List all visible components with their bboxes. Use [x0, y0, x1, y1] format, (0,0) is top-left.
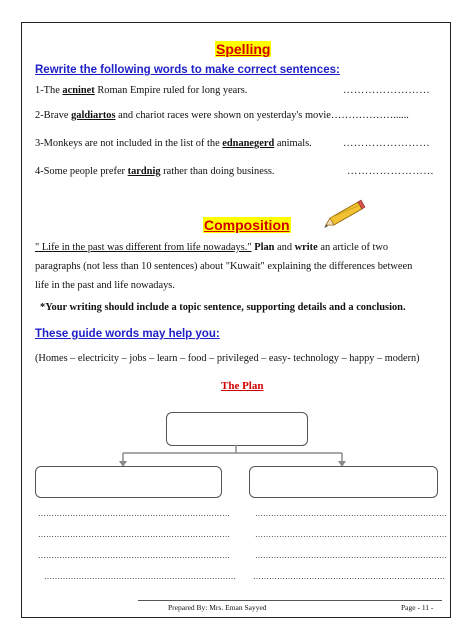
guide-heading: These guide words may help you:: [35, 328, 220, 340]
writing-line-left-4[interactable]: ………………………………………………………………: [44, 572, 236, 581]
writing-line-left-1[interactable]: ………………………………………………………………: [38, 509, 230, 518]
spelling-item-2: 2-Brave galdiartos and chariot races were shown on yesterday's movie………………......: [35, 110, 409, 121]
writing-line-left-2[interactable]: ………………………………………………………………: [38, 530, 230, 539]
answer-line-1[interactable]: ……………………: [343, 85, 431, 96]
footer-rule: [138, 600, 442, 601]
plan-title: The Plan: [221, 380, 264, 392]
plan-box-past[interactable]: [35, 466, 222, 498]
spelling-instruction: Rewrite the following words to make correct sentences:: [35, 64, 340, 76]
footer-page-number: Page - 11 -: [401, 603, 434, 612]
writing-line-right-4[interactable]: ………………………………………………………………: [253, 572, 445, 581]
spelling-heading: Spelling: [216, 41, 271, 57]
composition-note: *Your writing should include a topic sentence, supporting details and a conclusion.: [40, 302, 406, 313]
spelling-item-3: 3-Monkeys are not included in the list of the ednanegerd animals.: [35, 138, 312, 149]
spelling-item-4: 4-Some people prefer tardnig rather than doing business.: [35, 166, 275, 177]
writing-line-left-3[interactable]: ………………………………………………………………: [38, 551, 230, 560]
answer-line-4[interactable]: ……………………: [347, 166, 435, 177]
guide-words: (Homes – electricity – jobs – learn – food – privileged – easy- technology – happy – modern): [35, 353, 420, 364]
footer-prepared-by: Prepared By: Mrs. Eman Sayyed: [168, 603, 267, 612]
answer-line-3[interactable]: ……………………: [343, 138, 431, 149]
composition-line-1: " Life in the past was different from life nowadays." Plan and write an article of two: [35, 242, 389, 253]
writing-line-right-2[interactable]: ………………………………………………………………: [255, 530, 447, 539]
writing-line-right-1[interactable]: ………………………………………………………………: [255, 509, 447, 518]
spelling-item-1: 1-The acninet Roman Empire ruled for long years.: [35, 85, 248, 96]
plan-box-present[interactable]: [249, 466, 438, 498]
composition-heading: Composition: [204, 217, 290, 233]
composition-line-2: paragraphs (not less than 10 sentences) about "Kuwait" explaining the differences between: [35, 261, 413, 272]
composition-line-3: life in the past and life nowadays.: [35, 280, 175, 291]
writing-line-right-3[interactable]: ………………………………………………………………: [255, 551, 447, 560]
